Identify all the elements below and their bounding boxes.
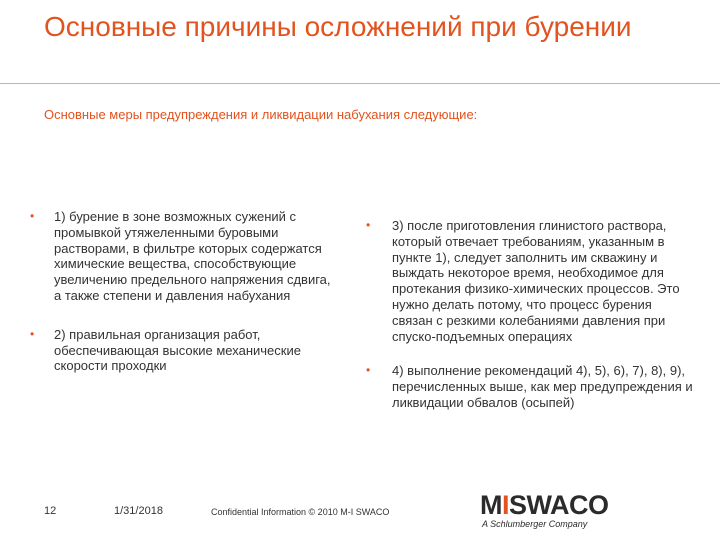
bullet-marker: • bbox=[366, 363, 371, 378]
title-divider bbox=[0, 83, 720, 84]
bullet-item bbox=[30, 209, 340, 304]
logo-letter-i: I bbox=[502, 490, 510, 520]
logo-wordmark bbox=[480, 490, 609, 520]
footer-confidential: Confidential Information © 2010 M-I SWACO bbox=[211, 507, 390, 517]
left-column bbox=[30, 209, 340, 397]
bullet-marker: • bbox=[30, 209, 35, 223]
bullet-text: 2) правильная организация работ, обеспечивающая высокие механические скорости проходки bbox=[54, 326, 301, 374]
bullet-text: 1) бурение в зоне возможных сужений с промывкой утяжеленными буровыми растворами, в фильтре которых содержатся химические вещества, способствующие увеличению предельного напряжения сдвига, а также степени и давления набухания bbox=[54, 209, 331, 303]
bullet-item bbox=[30, 327, 340, 374]
logo-tagline: A Schlumberger Company bbox=[482, 519, 588, 529]
company-logo bbox=[480, 490, 698, 534]
bullet-text: 4) выполнение рекомендаций 4), 5), 6), 7), 8), 9), перечисленных выше, как мер предупреждения и ликвидации обвалов (осыпей) bbox=[392, 363, 693, 410]
bullet-marker: • bbox=[366, 218, 371, 232]
bullet-item bbox=[366, 363, 696, 410]
page-number: 12 bbox=[44, 505, 57, 517]
logo-letter-m: M bbox=[480, 490, 502, 520]
slide-subtitle: Основные меры предупреждения и ликвидации набухания следующие: bbox=[44, 107, 478, 122]
logo-word-swaco: SWACO bbox=[509, 490, 609, 520]
slide-title: Основные причины осложнений при бурении bbox=[44, 11, 632, 42]
right-column bbox=[366, 218, 696, 434]
bullet-marker: • bbox=[30, 326, 35, 341]
bullet-item bbox=[366, 218, 696, 344]
footer-date: 1/31/2018 bbox=[114, 505, 163, 517]
bullet-text: 3) после приготовления глинистого раствора, который отвечает требованиям, указанным в пункте 1), следует заполнить им скважину и выждать некоторое время, необходимое для протекания физико-химических процессов. Это нужно делать потому, что процесс бурения связан с резкими колебаниями давления при спуско-подъемных операциях bbox=[392, 218, 680, 344]
